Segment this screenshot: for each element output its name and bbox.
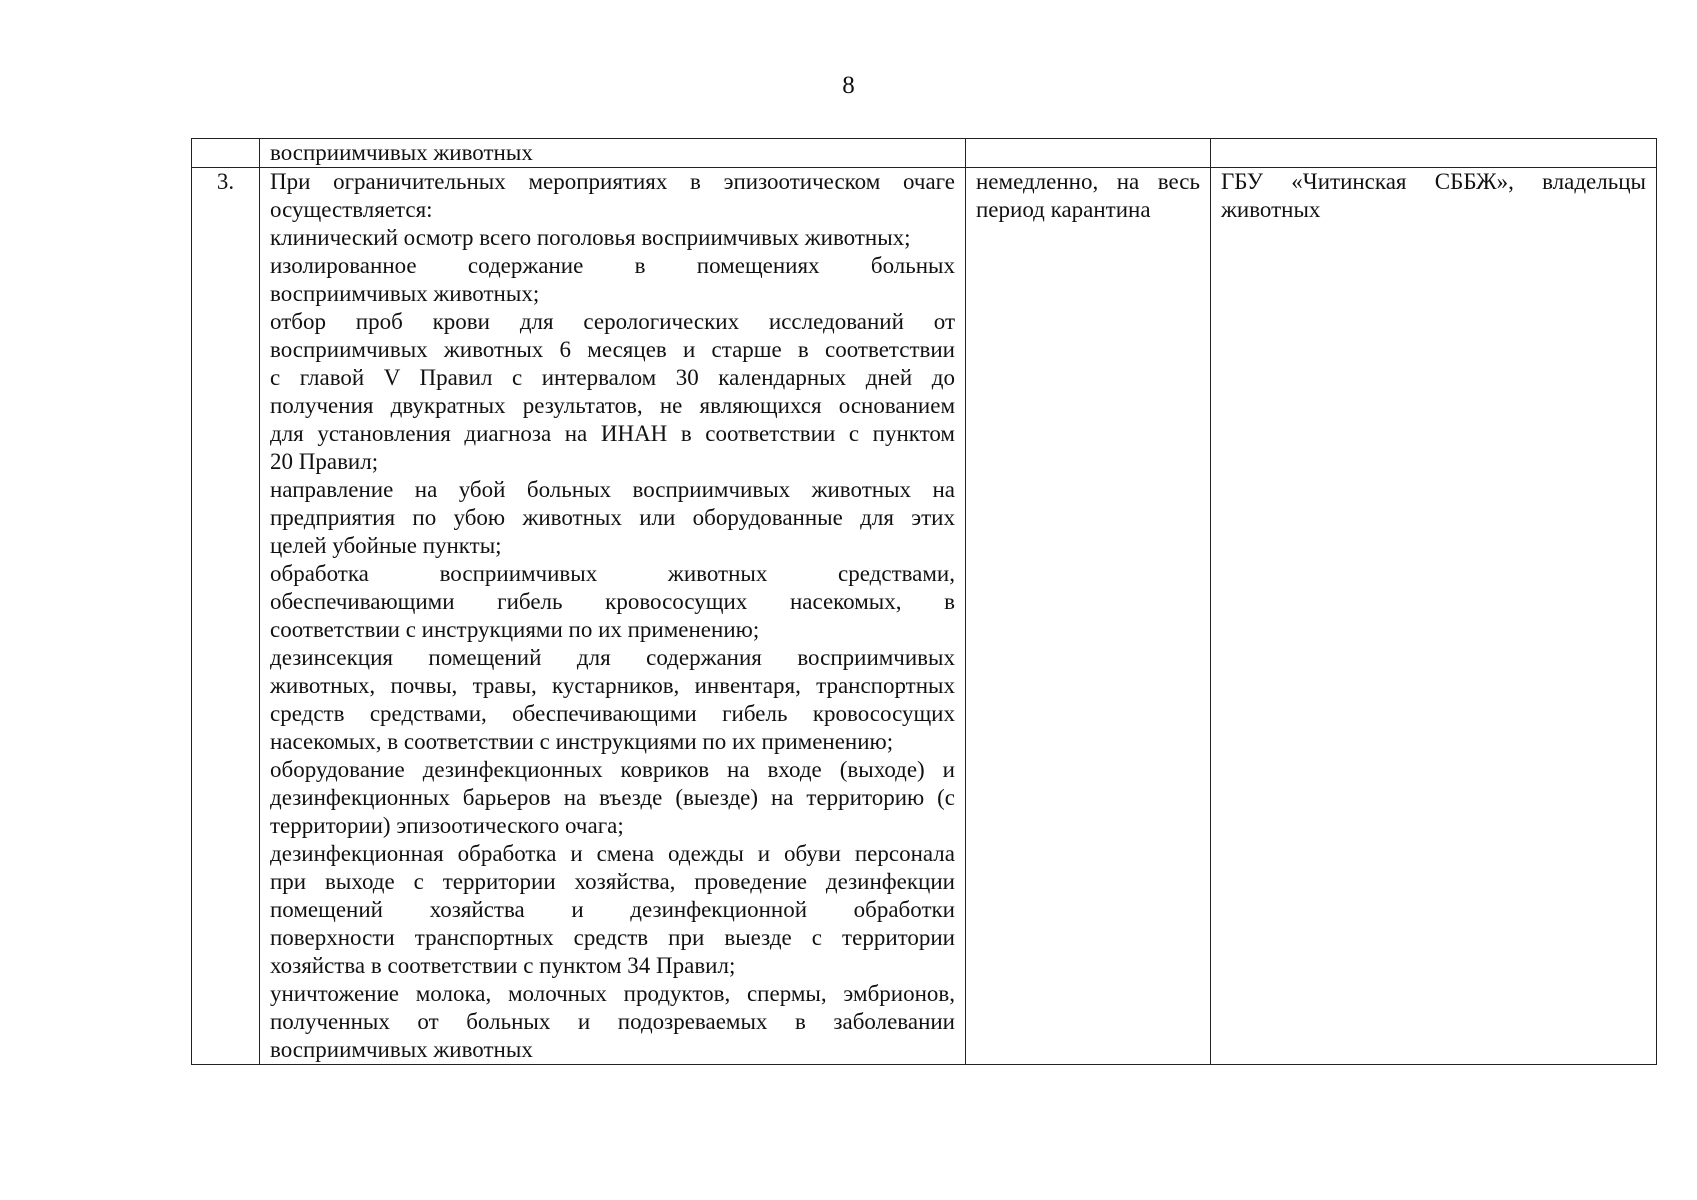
action-text-line: целей убойные пункты; [270,533,502,558]
page-number: 8 [842,72,855,99]
action-text-line: хозяйства в соответствии с пунктом 34 Правил; [270,953,736,978]
action-text-line: с главой V Правил с интервалом 30 календарных дней до [270,365,955,390]
action-text-line: предприятия по убою животных или оборудованные для этих [270,505,955,530]
action-text-line: изолированное содержание в помещениях больных [270,253,955,278]
responsible-text-line: ГБУ «Читинская СББЖ», владельцы [1221,169,1646,194]
action-text-line: обеспечивающими гибель кровососущих насекомых, в [270,589,955,614]
action-text-line: помещений хозяйства и дезинфекционной обработки [270,897,955,922]
action-text-line: восприимчивых животных 6 месяцев и старше в соответствии [270,337,955,362]
action-text-line: территории) эпизоотического очага; [270,813,624,838]
action-text-line: клинический осмотр всего поголовья восприимчивых животных; [270,225,911,250]
action-text-line: обработка восприимчивых животных средствами, [270,561,955,586]
action-text-line: получения двукратных результатов, не являющихся основанием [270,393,955,418]
action-text-line: восприимчивых животных; [270,281,540,306]
action-text-line: 20 Правил; [270,449,379,474]
cell-num [192,139,260,168]
cell-responsible [1211,168,1657,1065]
table-row [192,168,1657,1065]
measures-table [191,138,1657,1065]
table-row-continuation [192,139,1657,168]
responsible-text-line: животных [1221,197,1321,222]
cell-action: восприимчивых животных [260,139,966,168]
cell-action [260,168,966,1065]
cell-responsible [1211,139,1657,168]
action-text-line: осуществляется: [270,197,433,222]
action-text-line: поверхности транспортных средств при выезде с территории [270,925,955,950]
cell-term [966,139,1211,168]
action-text-line: уничтожение молока, молочных продуктов, спермы, эмбрионов, [270,981,955,1006]
action-text-line: животных, почвы, травы, кустарников, инвентаря, транспортных [270,673,955,698]
action-text-line: соответствии с инструкциями по их применению; [270,617,760,642]
action-text-line: дезинсекция помещений для содержания восприимчивых [270,645,955,670]
action-text-line: При ограничительных мероприятиях в эпизоотическом очаге [270,169,955,194]
term-text-line: немедленно, на весь [976,169,1200,194]
action-text-line: при выходе с территории хозяйства, проведение дезинфекции [270,869,955,894]
action-text-line: средств средствами, обеспечивающими гибель кровососущих [270,701,955,726]
term-text-line: период карантина [976,197,1151,222]
cell-term [966,168,1211,1065]
action-text-line: дезинфекционных барьеров на въезде (выезде) на территорию (с [270,785,955,810]
action-text-line: восприимчивых животных [270,1037,533,1062]
action-text-line: отбор проб крови для серологических исследований от [270,309,955,334]
action-text-line: насекомых, в соответствии с инструкциями по их применению; [270,729,894,754]
action-text-line: оборудование дезинфекционных ковриков на входе (выходе) и [270,757,955,782]
action-text-line: для установления диагноза на ИНАН в соответствии с пунктом [270,421,955,446]
cell-num: 3. [192,168,260,1065]
action-text-line: дезинфекционная обработка и смена одежды и обуви персонала [270,841,955,866]
action-text-line: полученных от больных и подозреваемых в заболевании [270,1009,955,1034]
action-text-line: направление на убой больных восприимчивых животных на [270,477,955,502]
